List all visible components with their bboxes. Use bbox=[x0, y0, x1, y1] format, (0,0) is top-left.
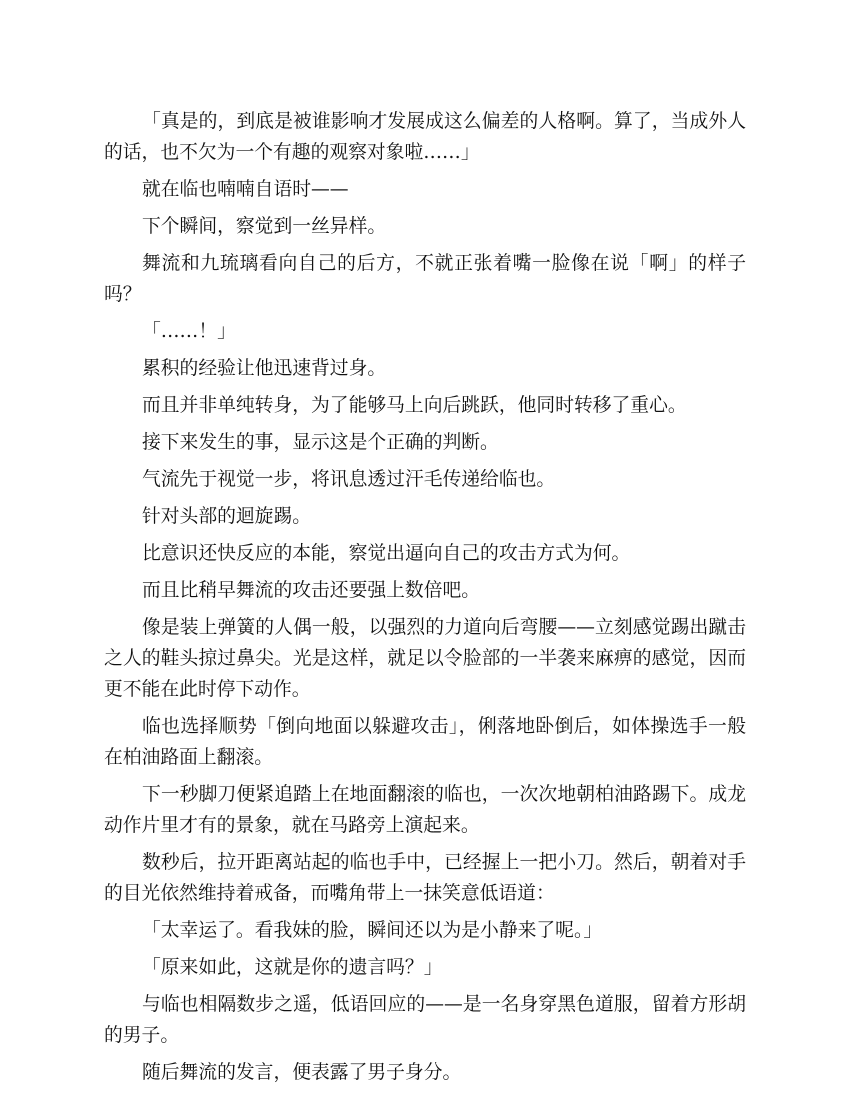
paragraph: 「太幸运了。看我妹的脸，瞬间还以为是小静来了呢。」 bbox=[142, 920, 603, 941]
paragraph: 下个瞬间，察觉到一丝异样。 bbox=[142, 216, 387, 237]
paragraph: 舞流和九琉璃看向自己的后方，不就正张着嘴一脸像在说「啊」的样子吗？ bbox=[104, 253, 746, 305]
paragraph: 临也选择顺势「倒向地面以躲避攻击」，俐落地卧倒后，如体操选手一般在柏油路面上翻滚。 bbox=[104, 716, 746, 768]
paragraph: 就在临也喃喃自语时—— bbox=[142, 179, 349, 200]
paragraph: 「真是的，到底是被谁影响才发展成这么偏差的人格啊。算了，当成外人的话，也不欠为一个有趣的观察对象啦……」 bbox=[104, 111, 746, 163]
paragraph: 针对头部的迴旋踢。 bbox=[142, 506, 312, 527]
paragraph: 「……！」 bbox=[142, 321, 236, 342]
document-page bbox=[104, 106, 746, 1094]
paragraph: 而且比稍早舞流的攻击还要强上数倍吧。 bbox=[142, 580, 481, 601]
paragraph: 「原来如此，这就是你的遗言吗？」 bbox=[142, 957, 443, 978]
paragraph: 比意识还快反应的本能，察觉出逼向自己的攻击方式为何。 bbox=[142, 543, 631, 564]
paragraph: 像是装上弹簧的人偶一般，以强烈的力道向后弯腰——立刻感觉踢出蹴击之人的鞋头掠过鼻尖。光是这样，就足以令脸部的一半袭来麻痹的感觉，因而更不能在此时停下动作。 bbox=[104, 617, 746, 700]
paragraph: 随后舞流的发言，便表露了男子身分。 bbox=[142, 1062, 462, 1083]
paragraph: 下一秒脚刀便紧追踏上在地面翻滚的临也，一次次地朝柏油路踢下。成龙动作片里才有的景象，就在马路旁上演起来。 bbox=[104, 784, 746, 836]
paragraph: 数秒后，拉开距离站起的临也手中，已经握上一把小刀。然后，朝着对手的目光依然维持着戒备，而嘴角带上一抹笑意低语道： bbox=[104, 852, 746, 904]
paragraph: 而且并非单纯转身，为了能够马上向后跳跃，他同时转移了重心。 bbox=[142, 395, 687, 416]
paragraph: 与临也相隔数步之遥，低语回应的——是一名身穿黑色道服，留着方形胡的男子。 bbox=[104, 994, 746, 1046]
paragraph: 接下来发生的事，显示这是个正确的判断。 bbox=[142, 432, 499, 453]
paragraph: 累积的经验让他迅速背过身。 bbox=[142, 358, 387, 379]
paragraph: 气流先于视觉一步，将讯息透过汗毛传递给临也。 bbox=[142, 469, 556, 490]
